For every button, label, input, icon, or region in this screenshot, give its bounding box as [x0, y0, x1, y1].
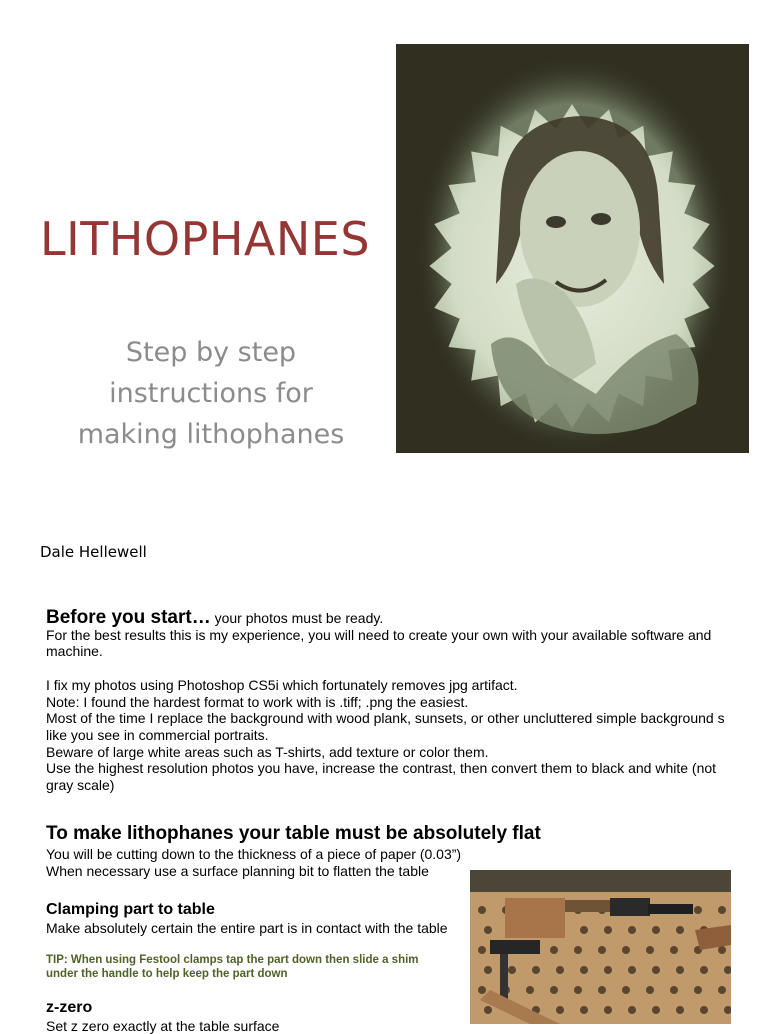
clamping-body: Make absolutely certain the entire part is in contact with the table — [46, 920, 448, 936]
dog-hole — [484, 1006, 492, 1014]
dog-hole — [478, 946, 486, 954]
clamping-heading: Clamping part to table — [46, 901, 215, 918]
before-you-start-section — [46, 607, 736, 794]
dog-hole — [718, 906, 726, 914]
subtitle-line: Step by step — [125, 337, 297, 368]
clamp-head — [610, 898, 650, 916]
dog-hole — [478, 986, 486, 994]
dog-hole — [532, 966, 540, 974]
dog-hole — [574, 946, 582, 954]
dog-hole — [550, 986, 558, 994]
tip-line: TIP: When using Festool clamps tap the part down then slide a shim — [46, 954, 419, 966]
cover-title: LITHOPHANES — [40, 212, 371, 266]
dog-hole — [718, 986, 726, 994]
dog-hole — [652, 966, 660, 974]
dog-hole — [628, 966, 636, 974]
dog-hole — [580, 1006, 588, 1014]
dog-hole — [652, 926, 660, 934]
dog-hole — [670, 946, 678, 954]
author-name: Dale Hellewell — [40, 543, 147, 561]
dog-hole — [574, 986, 582, 994]
dog-hole — [556, 1006, 564, 1014]
dog-hole — [718, 946, 726, 954]
tip-line: under the handle to help keep the part down — [46, 967, 288, 980]
blank-line — [46, 660, 736, 677]
dog-hole — [598, 946, 606, 954]
lithophane-photo — [396, 44, 749, 453]
dog-hole — [508, 966, 516, 974]
dog-hole — [556, 966, 564, 974]
section-heading-tail: your photos must be ready. — [214, 610, 384, 626]
dog-hole — [484, 966, 492, 974]
clamping-tip — [46, 954, 466, 981]
dog-hole — [694, 906, 702, 914]
dog-hole — [652, 1006, 660, 1014]
dog-hole — [628, 926, 636, 934]
dog-hole — [604, 1006, 612, 1014]
body-line: gray scale) — [46, 777, 115, 794]
flat-table-body — [46, 846, 466, 879]
body-line: When necessary use a surface planning bit to flatten the table — [46, 862, 429, 879]
body-line: machine. — [46, 643, 103, 660]
dog-hole — [700, 1006, 708, 1014]
section-heading: Before you start… — [46, 607, 211, 628]
clamp-body — [490, 940, 540, 954]
body-line: like you see in commercial portraits. — [46, 726, 269, 743]
lithophane-portrait-image — [396, 44, 749, 453]
dog-hole — [622, 946, 630, 954]
subtitle-line: making lithophanes — [77, 419, 345, 450]
clamp-handle — [648, 904, 693, 914]
dog-hole — [646, 986, 654, 994]
eye-right — [591, 213, 611, 225]
body-line: I fix my photos using Photoshop CS5i which fortunately removes jpg artifact. — [46, 676, 518, 693]
subtitle-line: instructions for — [109, 378, 313, 409]
dog-hole — [484, 926, 492, 934]
body-line: You will be cutting down to the thickness of a piece of paper (0.03”) — [46, 846, 462, 862]
dog-hole — [478, 906, 486, 914]
dog-hole — [604, 966, 612, 974]
flat-table-heading: To make lithophanes your table must be absolutely flat — [46, 823, 541, 844]
table-photo-image — [470, 870, 731, 1024]
dog-hole — [622, 986, 630, 994]
dog-hole — [604, 926, 612, 934]
z-zero-heading: z-zero — [46, 999, 93, 1016]
body-line: Most of the time I replace the background with wood plank, sunsets, or other uncluttered simple background s — [46, 710, 725, 727]
z-zero-body: Set z zero exactly at the table surface — [46, 1018, 280, 1034]
dog-hole — [580, 926, 588, 934]
work-piece — [505, 898, 565, 938]
back-rail — [470, 870, 731, 892]
body-line: Use the highest resolution photos you have, increase the contrast, then convert them to black and white (not — [46, 760, 717, 777]
dog-hole — [694, 986, 702, 994]
body-line: Beware of large white areas such as T-shirts, add texture or color them. — [46, 743, 489, 760]
dog-hole — [526, 986, 534, 994]
dog-hole — [670, 986, 678, 994]
dog-hole — [598, 986, 606, 994]
dog-hole — [700, 966, 708, 974]
dog-hole — [628, 1006, 636, 1014]
body-line: Note: I found the hardest format to work with is .tiff; .png the easiest. — [46, 693, 469, 710]
dog-hole — [646, 946, 654, 954]
dog-hole — [676, 926, 684, 934]
body-line: For the best results this is my experience, you will need to create your own with your available software and — [46, 626, 712, 643]
dog-hole — [676, 1006, 684, 1014]
eye-left — [546, 216, 566, 228]
dog-hole — [580, 966, 588, 974]
clamp-rod — [500, 954, 508, 999]
dog-hole — [550, 946, 558, 954]
dog-hole — [676, 966, 684, 974]
clamped-table-photo — [470, 870, 731, 1024]
cover-subtitle — [40, 332, 382, 455]
